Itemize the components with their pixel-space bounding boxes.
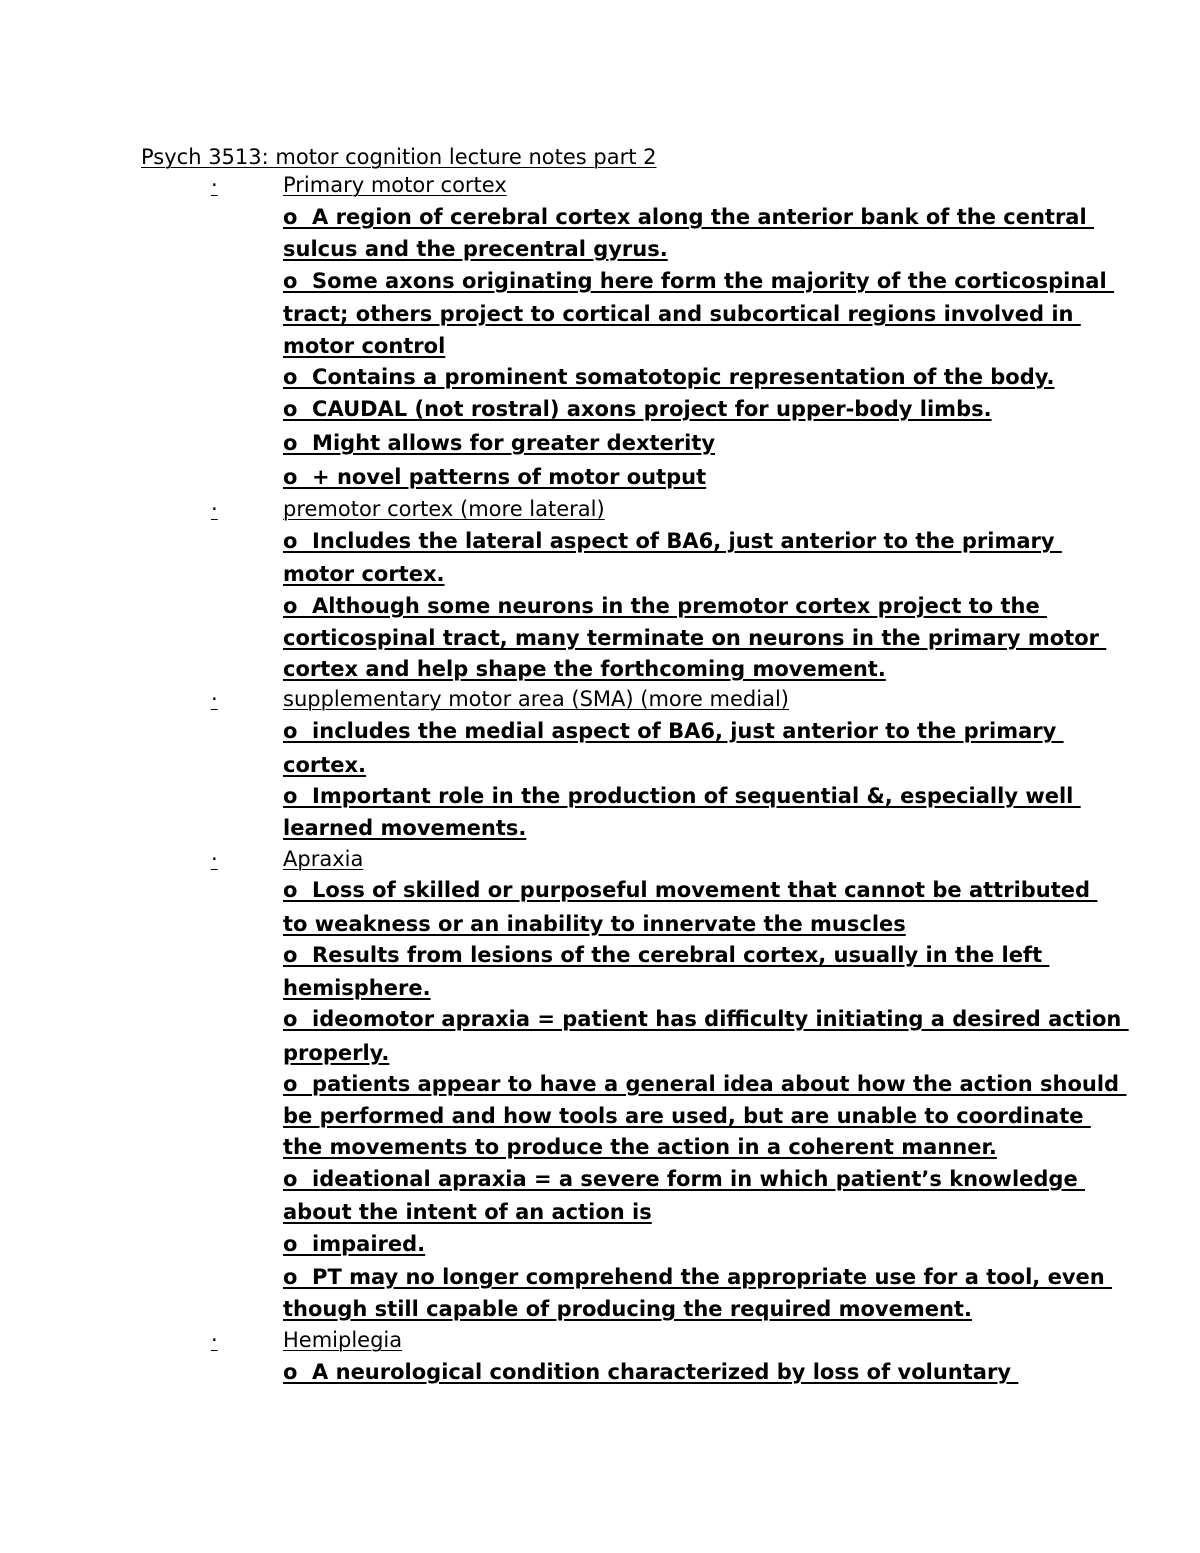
note-line: o CAUDAL (not rostral) axons project for upper-body limbs. (283, 397, 992, 421)
note-line: o PT may no longer comprehend the appropriate use for a tool, even (283, 1265, 1113, 1289)
section-heading-text: Apraxia (283, 847, 364, 871)
note-line: o Important role in the production of sequential &, especially well (283, 784, 1081, 808)
note-line: o A region of cerebral cortex along the anterior bank of the central (283, 205, 1094, 229)
note-line: o impaired. (283, 1232, 426, 1256)
section-heading-text: premotor cortex (more lateral) (283, 497, 605, 521)
note-line: o Some axons originating here form the majority of the corticospinal (283, 269, 1114, 293)
note-line: cortex and help shape the forthcoming movement. (283, 657, 886, 681)
note-line: o Results from lesions of the cerebral cortex, usually in the left (283, 943, 1050, 967)
note-line: corticospinal tract, many terminate on neurons in the primary motor (283, 626, 1107, 650)
bullet-icon: · (211, 1328, 218, 1352)
note-line: tract; others project to cortical and subcortical regions involved in (283, 302, 1081, 326)
bullet-icon: · (211, 497, 218, 521)
note-line: motor cortex. (283, 562, 445, 586)
note-line: o Although some neurons in the premotor cortex project to the (283, 594, 1048, 618)
note-line: sulcus and the precentral gyrus. (283, 237, 668, 261)
note-line: about the intent of an action is (283, 1200, 652, 1224)
note-line: o patients appear to have a general idea about how the action should (283, 1072, 1127, 1096)
note-line: though still capable of producing the required movement. (283, 1297, 972, 1321)
note-line: o A neurological condition characterized by loss of voluntary (283, 1360, 1019, 1384)
note-line: o + novel patterns of motor output (283, 465, 707, 489)
note-line: o ideomotor apraxia = patient has difficulty initiating a desired action (283, 1007, 1129, 1031)
bullet-icon: · (211, 687, 218, 711)
note-line: o Might allows for greater dexterity (283, 431, 716, 455)
bullet-icon: · (211, 173, 218, 197)
note-line: o Loss of skilled or purposeful movement that cannot be attributed (283, 878, 1098, 902)
section-heading-text: Primary motor cortex (283, 173, 507, 197)
note-line: o includes the medial aspect of BA6, just anterior to the primary (283, 719, 1064, 743)
bullet-icon: · (211, 847, 218, 871)
note-line: cortex. (283, 753, 367, 777)
note-line: o Contains a prominent somatotopic representation of the body. (283, 365, 1055, 389)
note-line: be performed and how tools are used, but are unable to coordinate (283, 1104, 1091, 1128)
note-line: o ideational apraxia = a severe form in which patient’s knowledge (283, 1167, 1086, 1191)
page-title: Psych 3513: motor cognition lecture notes part 2 (141, 145, 657, 169)
section-heading-text: supplementary motor area (SMA) (more medial) (283, 687, 789, 711)
section-heading-text: Hemiplegia (283, 1328, 403, 1352)
note-line: motor control (283, 334, 446, 358)
note-line: to weakness or an inability to innervate the muscles (283, 912, 906, 936)
note-line: properly. (283, 1041, 390, 1065)
note-line: learned movements. (283, 816, 527, 840)
note-line: o Includes the lateral aspect of BA6, just anterior to the primary (283, 529, 1062, 553)
note-line: the movements to produce the action in a coherent manner. (283, 1135, 997, 1159)
note-line: hemisphere. (283, 976, 431, 1000)
